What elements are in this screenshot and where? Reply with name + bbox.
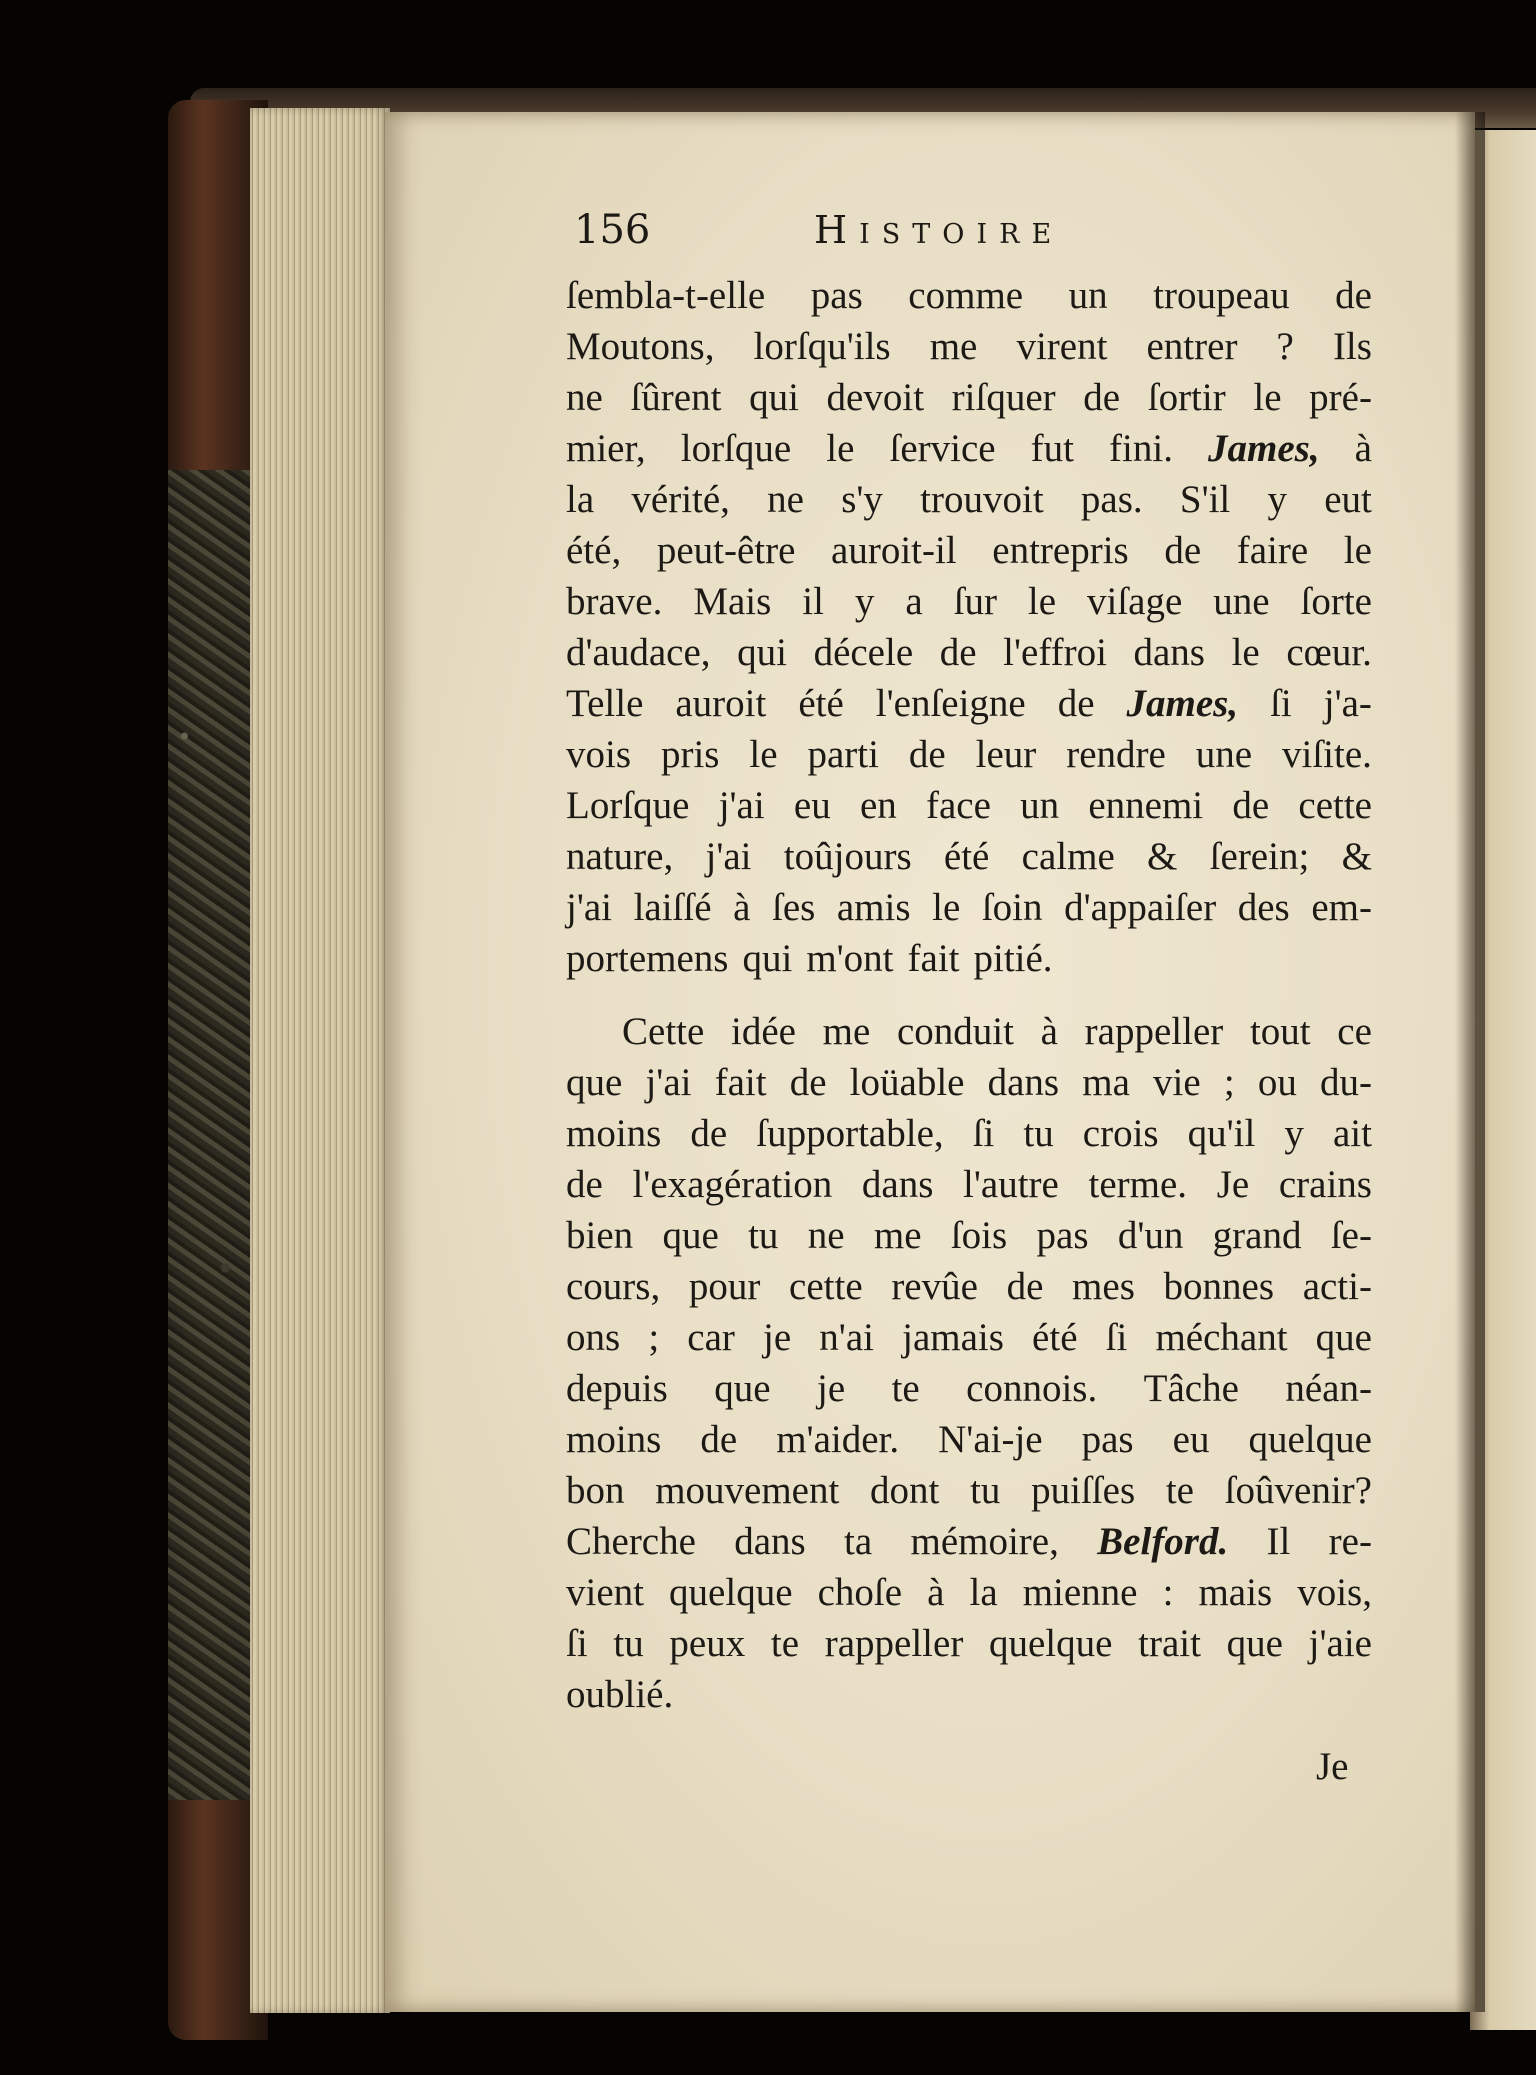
text-line: portemens qui m'ont fait pitié.	[566, 937, 1053, 980]
text-line: la vérité, ne s'y trouvoit pas. S'il y eut	[566, 478, 1372, 521]
page-number: 156	[574, 207, 651, 253]
text-line: ſembla-t-elle pas comme un troupeau de	[566, 274, 1372, 317]
body-text	[566, 270, 1372, 1720]
text-line: vient quelque choſe à la mienne : mais vois,	[566, 1571, 1372, 1614]
text-line: de l'exagération dans l'autre terme. Je crains	[566, 1163, 1372, 1206]
catchword: Je	[1316, 1745, 1349, 1788]
text-line: j'ai laiſſé à ſes amis le ſoin d'appaiſer des em-	[566, 886, 1372, 929]
text-line: bon mouvement dont tu puiſſes te ſoûvenir?	[566, 1469, 1372, 1512]
text-line: Cherche dans ta mémoire, Belford. Il re-	[566, 1520, 1372, 1563]
text-line: vois pris le parti de leur rendre une viſite.	[566, 733, 1372, 776]
text-line: oublié.	[566, 1673, 674, 1716]
text-line: nature, j'ai toûjours été calme & ſerein; &	[566, 835, 1372, 878]
text-line: ons ; car je n'ai jamais été ſi méchant que	[566, 1316, 1372, 1359]
page-block-edges	[250, 108, 390, 2013]
text-line: que j'ai fait de loüable dans ma vie ; ou du-	[566, 1061, 1372, 1104]
text-line: Telle auroit été l'enſeigne de James, ſi j'a-	[566, 682, 1372, 725]
text-line: Lorſque j'ai eu en face un ennemi de cette	[566, 784, 1372, 827]
text-line: mier, lorſque le ſervice fut fini. James, à	[566, 427, 1372, 470]
text-line: moins de ſupportable, ſi tu crois qu'il y ait	[566, 1112, 1372, 1155]
marbled-board	[168, 470, 250, 1800]
text-line: bien que tu ne me ſois pas d'un grand ſe-	[566, 1214, 1372, 1257]
text-line: été, peut-être auroit-il entrepris de faire le	[566, 529, 1372, 572]
running-head	[574, 200, 1134, 260]
text-line: brave. Mais il y a ſur le viſage une ſorte	[566, 580, 1372, 623]
text-line: cours, pour cette revûe de mes bonnes acti-	[566, 1265, 1372, 1308]
text-line: ne ſûrent qui devoit riſquer de ſortir le pré-	[566, 376, 1372, 419]
paragraph-gap	[566, 984, 1372, 1006]
text-line: Cette idée me conduit à rappeller tout ce	[622, 1010, 1372, 1053]
text-line: Moutons, lorſqu'ils me virent entrer ? Ils	[566, 325, 1372, 368]
gutter-shadow	[1455, 112, 1485, 2012]
text-line: d'audace, qui décele de l'effroi dans le cœur.	[566, 631, 1372, 674]
text-line: moins de m'aider. N'ai-je pas eu quelque	[566, 1418, 1372, 1461]
text-line: depuis que je te connois. Tâche néan-	[566, 1367, 1372, 1410]
text-line: ſi tu peux te rappeller quelque trait que j'aie	[566, 1622, 1372, 1665]
running-title: Histoire	[814, 208, 1064, 252]
